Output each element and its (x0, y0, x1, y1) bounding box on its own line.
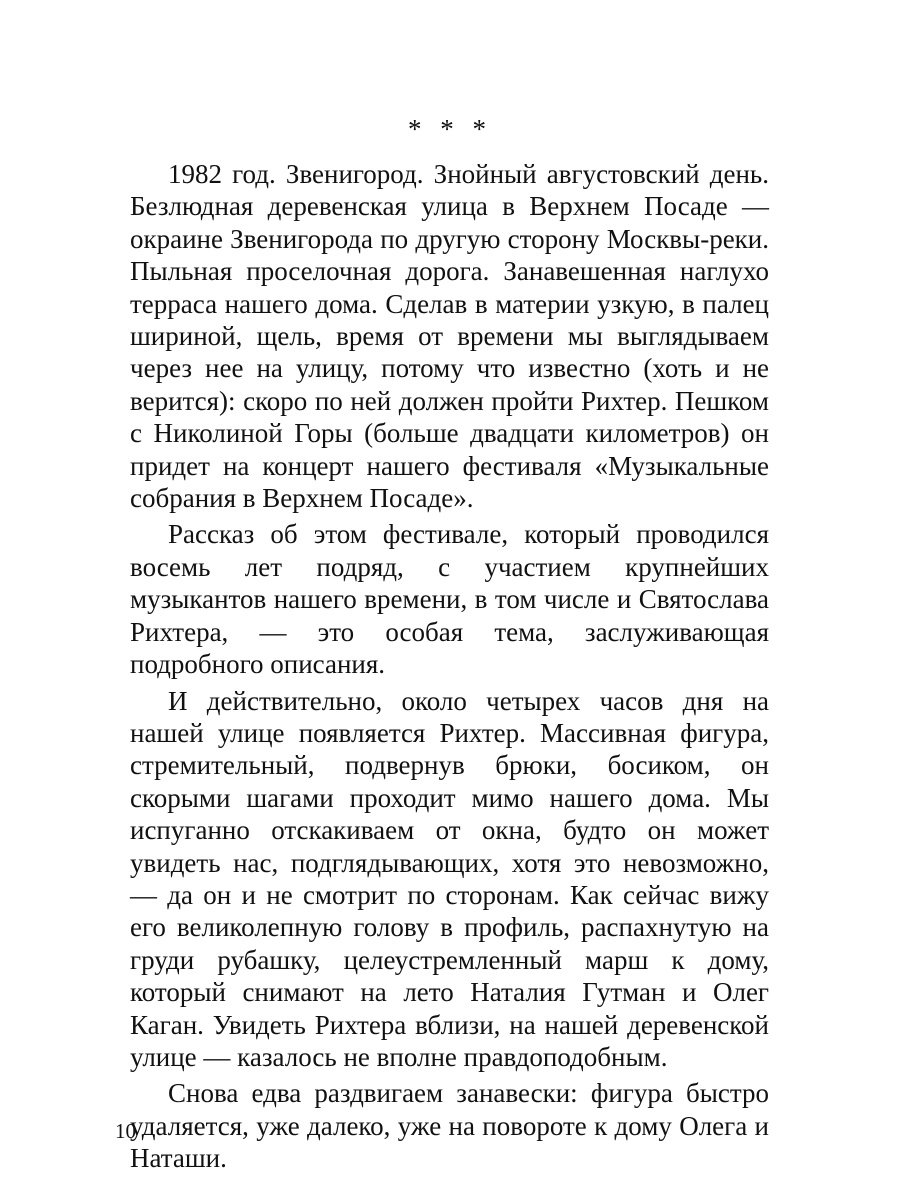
body-text (130, 158, 769, 1175)
paragraph-1: 1982 год. Звенигород. Знойный августовский день. Безлюдная деревенская улица в Верхнем Посаде — окраине Звенигорода по другую сторону Москвы-реки. Пыльная проселочная дорога. Занавешенная наглухо терраса нашего дома. Сделав в материи узкую, в палец шириной, щель, время от времени мы выглядываем через нее на улицу, потому что известно (хоть и не верится): скоро по ней должен пройти Рихтер. Пешком с Николиной Горы (больше двадцати километров) он придет на концерт нашего фестиваля «Музыкальные собрания в Верхнем Посаде». (130, 159, 769, 514)
paragraph-3: И действительно, около четырех часов дня на нашей улице появляется Рихтер. Массивная фигура, стремительный, подвернув брюки, босиком, он скорыми шагами проходит мимо нашего дома. Мы испуганно отскакиваем от окна, будто он может увидеть нас, подглядывающих, хотя это невозможно, — да он и не смотрит по сторонам. Как сейчас вижу его великолепную голову в профиль, распахнутую на груди рубашку, целеустремленный марш к дому, который снимают на лето Наталия Гутман и Олег Каган. Увидеть Рихтера вблизи, на нашей деревенской улице — казалось не вполне правдоподобным. (130, 685, 769, 1072)
page-number: 10 (115, 1119, 136, 1143)
paragraph-2: Рассказ об этом фестивале, который проводился восемь лет подряд, с участием крупнейших музыкантов нашего времени, в том числе и Святослава Рихтера, — это особая тема, заслуживающая подробного описания. (130, 519, 769, 680)
section-separator: * * * (408, 114, 492, 144)
paragraph-4: Снова едва раздвигаем занавески: фигура быстро удаляется, уже далеко, уже на повороте к дому Олега и Наташи. (130, 1078, 769, 1174)
